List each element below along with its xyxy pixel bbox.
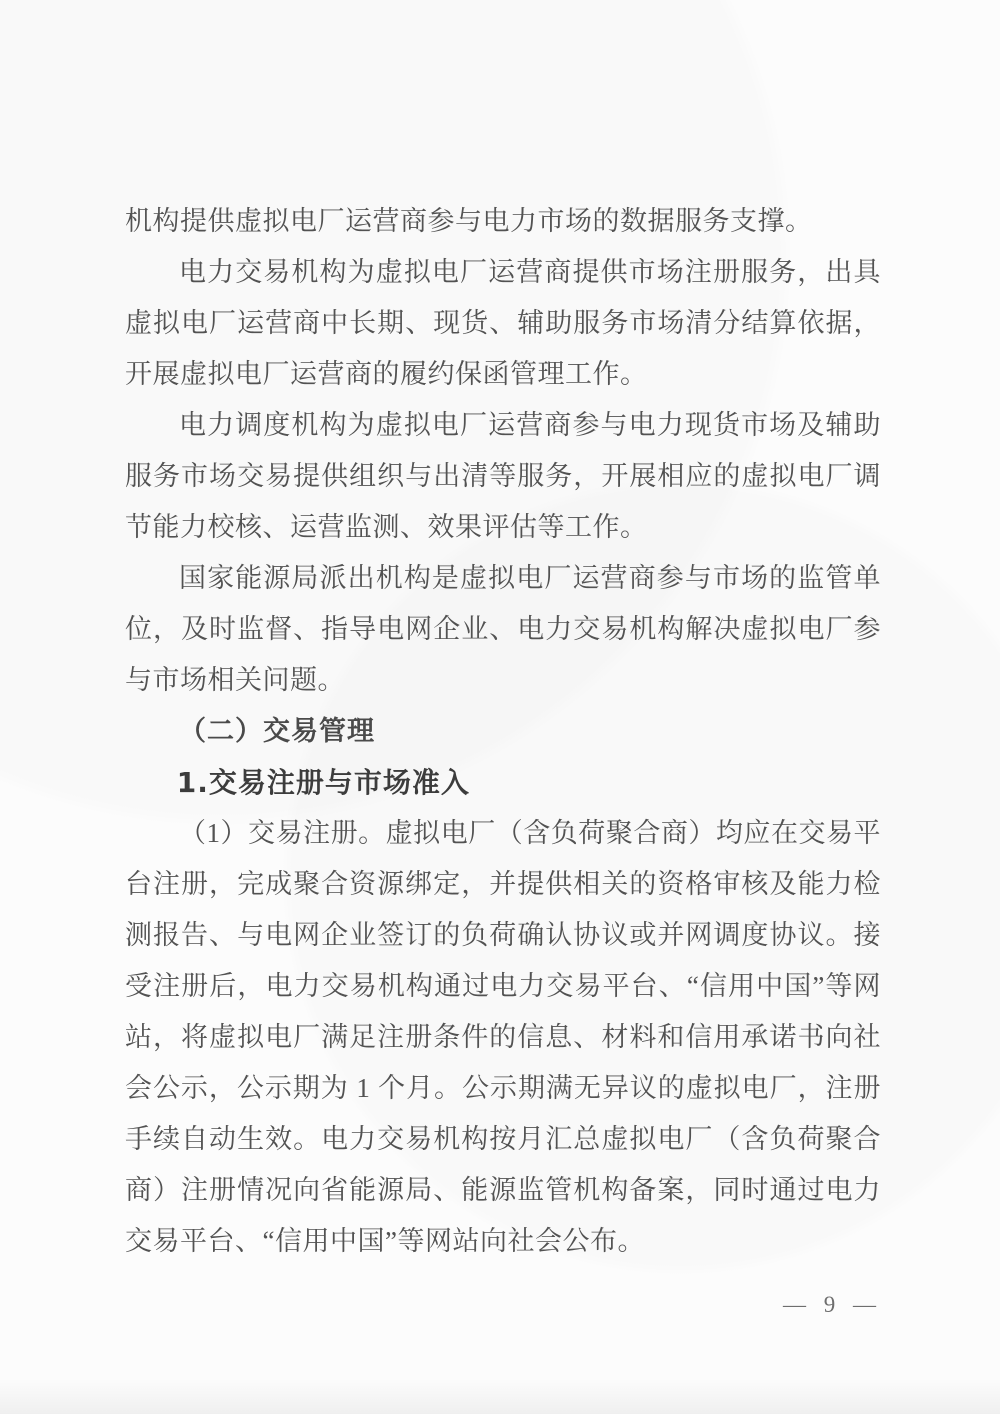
page-number: — 9 — <box>783 1292 882 1317</box>
body-paragraph: 电力调度机构为虚拟电厂运营商参与电力现货市场及辅助服务市场交易提供组织与出清等服务，开展相应的虚拟电厂调节能力校核、运营监测、效果评估等工作。 <box>125 410 881 542</box>
body-paragraph: 机构提供虚拟电厂运营商参与电力市场的数据服务支撑。 <box>125 206 813 236</box>
document-body <box>125 196 881 1267</box>
body-paragraph: 国家能源局派出机构是虚拟电厂运营商参与市场的监管单位，及时监督、指导电网企业、电力交易机构解决虚拟电厂参与市场相关问题。 <box>125 563 881 695</box>
section-heading: （二）交易管理 <box>179 716 375 746</box>
body-paragraph: （1）交易注册。虚拟电厂（含负荷聚合商）均应在交易平台注册，完成聚合资源绑定，并提供相关的资格审核及能力检测报告、与电网企业签订的负荷确认协议或并网调度协议。接受注册后，电力交易机构通过电力交易平台、“信用中国”等网站，将虚拟电厂满足注册条件的信息、材料和信用承诺书向社会公示，公示期为 1 个月。公示期满无异议的虚拟电厂，注册手续自动生效。电力交易机构按月汇总虚拟电厂（含负荷聚合商）注册情况向省能源局、能源监管机构备案，同时通过电力交易平台、“信用中国”等网站向社会公布。 <box>125 818 881 1256</box>
body-paragraph: 电力交易机构为虚拟电厂运营商提供市场注册服务，出具虚拟电厂运营商中长期、现货、辅助服务市场清分结算依据，开展虚拟电厂运营商的履约保函管理工作。 <box>125 257 881 389</box>
numbered-subheading: 1.交易注册与市场准入 <box>176 766 470 799</box>
